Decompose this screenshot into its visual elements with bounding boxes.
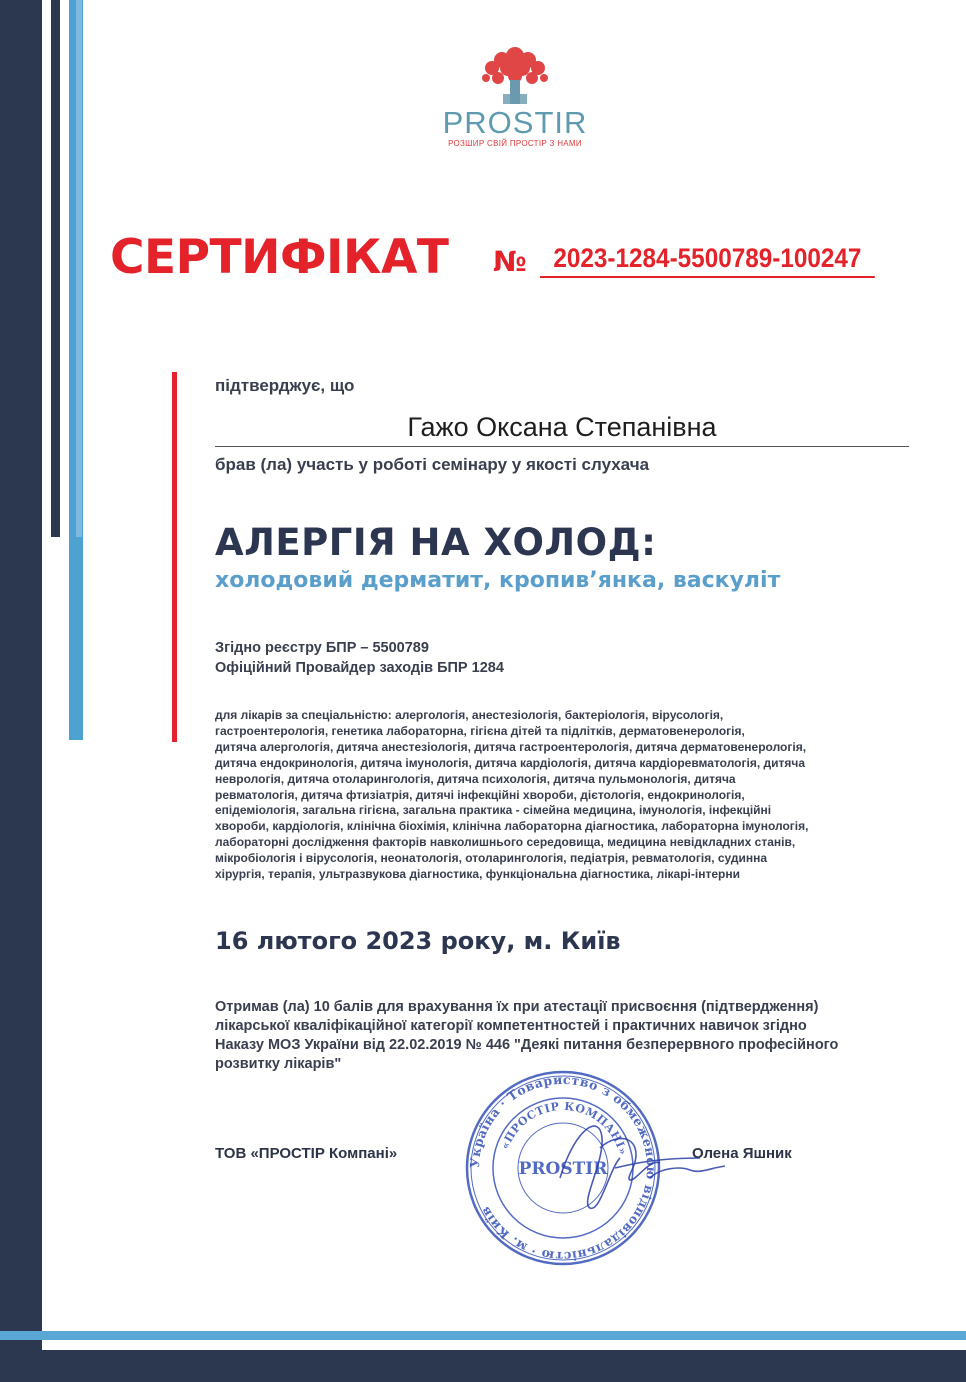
date-and-place: 16 лютого 2023 року, м. Київ [215, 927, 621, 955]
left-dark-thin-bar [51, 0, 60, 537]
points-statement: Отримав (ла) 10 балів для врахування їх при атестації присвоєння (підтвердження) лікарської кваліфікаційної категорії компетентностей і практичних навичок згідно Наказу МОЗ України від 22.02.2019 № 446 "Деякі питання безперервного професійного розвитку лікарів" [215, 999, 839, 1072]
number-sign: № [493, 245, 527, 278]
certificate-number: 2023-1284-5500789-100247 [540, 240, 875, 278]
red-accent-line [172, 372, 177, 742]
seminar-subtitle: холодовий дерматит, кропив’янка, васкуліт [215, 568, 781, 593]
left-dark-bar [0, 0, 42, 1382]
certificate-title: СЕРТИФІКАТ [110, 230, 449, 285]
company-name: ТОВ «ПРОСТІР Компані» [215, 1145, 398, 1162]
confirms-text: підтверджує, що [215, 376, 355, 395]
seminar-title: АЛЕРГІЯ НА ХОЛОД: [215, 521, 657, 564]
logo-brand: PROSTIR [442, 105, 588, 140]
prostir-logo [425, 42, 605, 152]
signer-name: Олена Яшник [692, 1145, 792, 1162]
registry-line: Згідно реєстру БПР – 5500789 [215, 640, 429, 656]
handwritten-signature [540, 1108, 740, 1218]
participant-name: Гажо Оксана Степанівна [215, 408, 909, 447]
left-blue-thin-bar [76, 0, 82, 537]
specialties-list: для лікарів за спеціальністю: алергологія, анестезіологія, бактеріологія, вірусологія, гастроентерологія, генетика лабораторна, гігієна дітей та підлітків, дерматовенерологія, дитяча алергологія, дитяча анестезіологія, дитяча гастроентерологія, дитяча дерматовенерологія, дитяча ендокринологія, дитяча імунологія, дитяча кардіологія, дитяча кардіоревматологія, дитяча неврологія, дитяча отоларингологія, дитяча психологія, дитяча пульмонологія, дитяча ревматологія, дитяча фтизіатрія, дитячі інфекційні хвороби, дієтологія, ендокринологія, епідеміологія, загальна гігієна, загальна практика - сімейна медицина, імунологія, інфекційні хвороби, кардіологія, клінічна біохімія, клінічна лабораторна діагностика, лабораторна імунологія, лабораторні дослідження факторів навколишнього середовища, медицина невідкладних станів, мікробіологія і вірусологія, неонатологія, отоларингологія, педіатрія, ревматологія, судинна хірургія, терапія, ультразвукова діагностика, функціональна діагностика, лікарі-інтерни [215, 708, 809, 882]
registry-info [215, 638, 504, 678]
tree-icon [470, 42, 560, 106]
participation-text: брав (ла) участь у роботі семінару у якості слухача [215, 455, 650, 474]
bottom-dark-bar [0, 1350, 966, 1382]
stamp-outer-text: Україна · Товариство з обмеженою відповідальністю · м. Київ [466, 1071, 660, 1265]
stamp-inner-text: «ПРОСТІР КОМПАНІ» [498, 1099, 630, 1157]
bottom-blue-bar [0, 1331, 966, 1340]
logo-tagline: РОЗШИР СВІЙ ПРОСТІР З НАМИ [448, 139, 582, 148]
provider-line: Офіційний Провайдер заходів БПР 1284 [215, 660, 504, 676]
stamp-center-text: PROSTIR [518, 1159, 608, 1179]
